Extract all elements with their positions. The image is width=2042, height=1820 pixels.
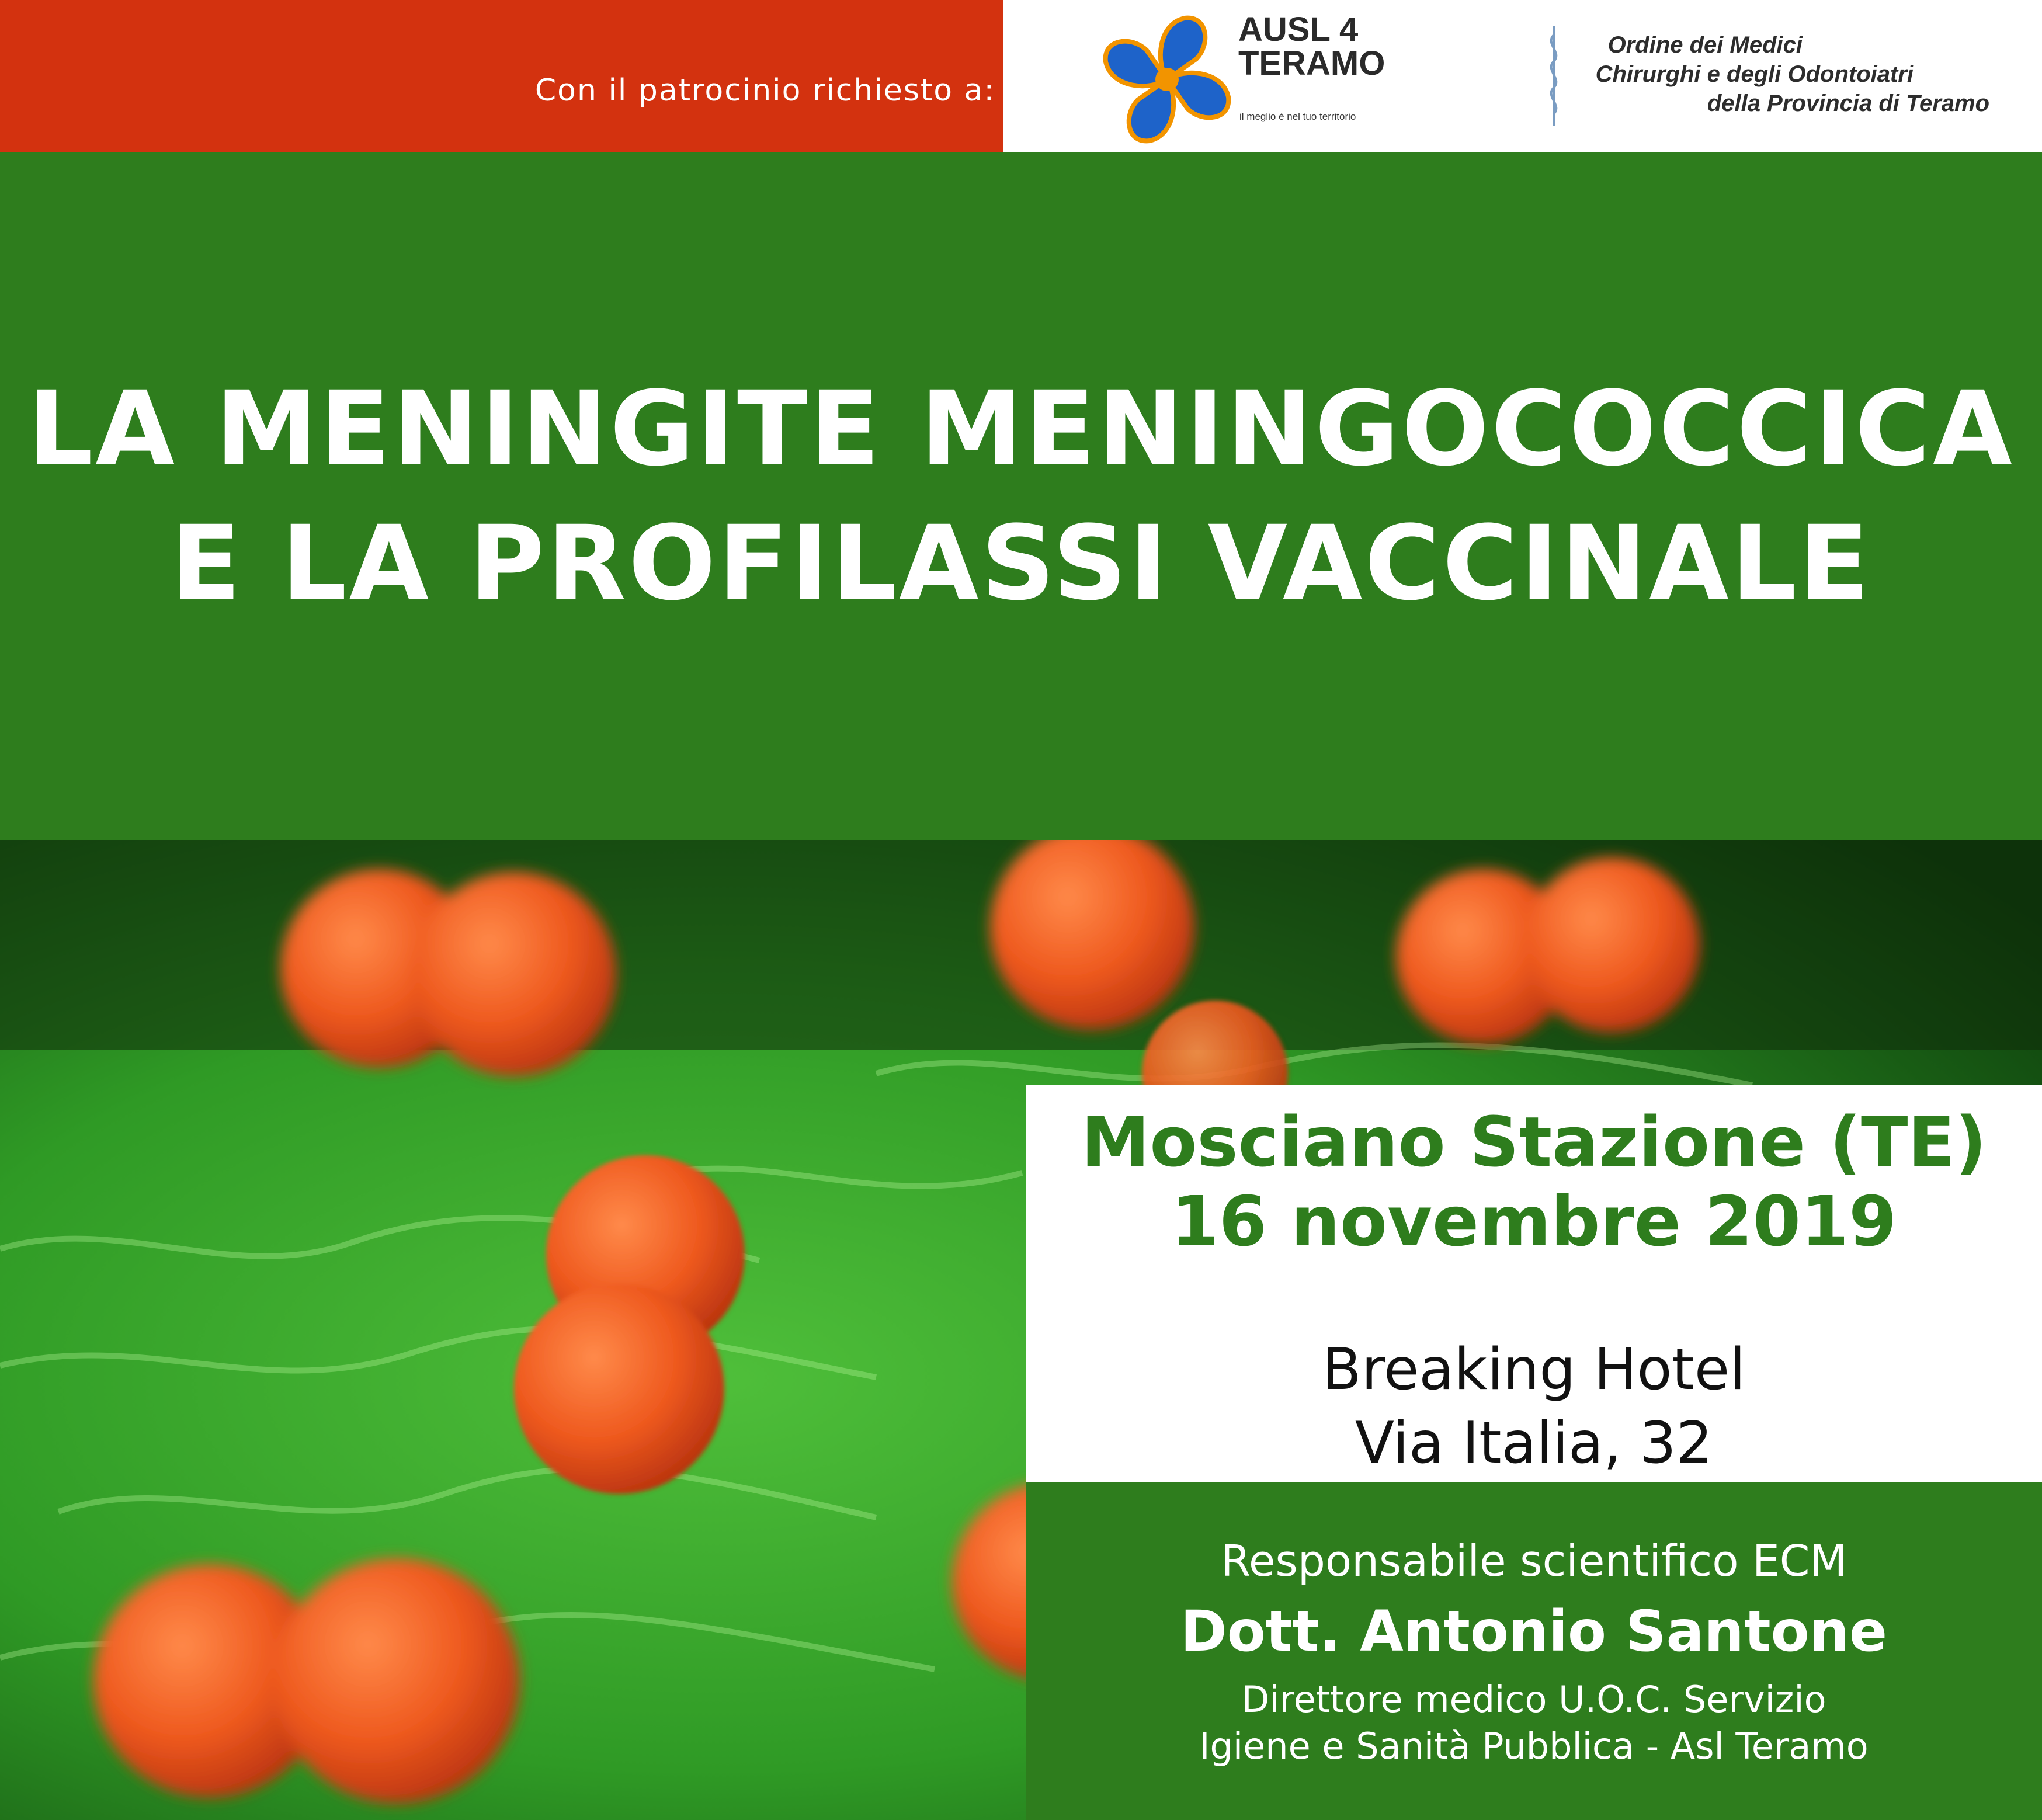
venue-name: Breaking Hotel: [1322, 1336, 1746, 1403]
responsible-name: Dott. Antonio Santone: [1180, 1599, 1887, 1664]
event-date: 16 novembre 2019: [1171, 1181, 1897, 1262]
responsible-label: Responsabile scientifico ECM: [1220, 1536, 1847, 1586]
venue-address: Via Italia, 32: [1355, 1410, 1713, 1477]
ausl-tagline: il meglio è nel tuo territorio: [1239, 111, 1356, 122]
responsible-role: Direttore medico U.O.C. Servizio Igiene e Sanità Pubblica - Asl Teramo: [1199, 1678, 1869, 1767]
ausl-name: AUSL 4 TERAMO: [1238, 11, 1385, 82]
event-venue: [1026, 1333, 2042, 1480]
event-place: Mosciano Stazione (TE): [1081, 1102, 1987, 1182]
sponsor-label: Con il patrocinio richiesto a:: [534, 73, 995, 108]
ordine-medici-name: Ordine dei Medici Chirurghi e degli Odontoiatri della Provincia di Teramo: [1595, 32, 1989, 116]
page-title: LA MENINGITE MENINGOCOCCICA E LA PROFILASSI VACCINALE: [27, 369, 2015, 623]
caduceus-icon: [1542, 23, 1565, 128]
